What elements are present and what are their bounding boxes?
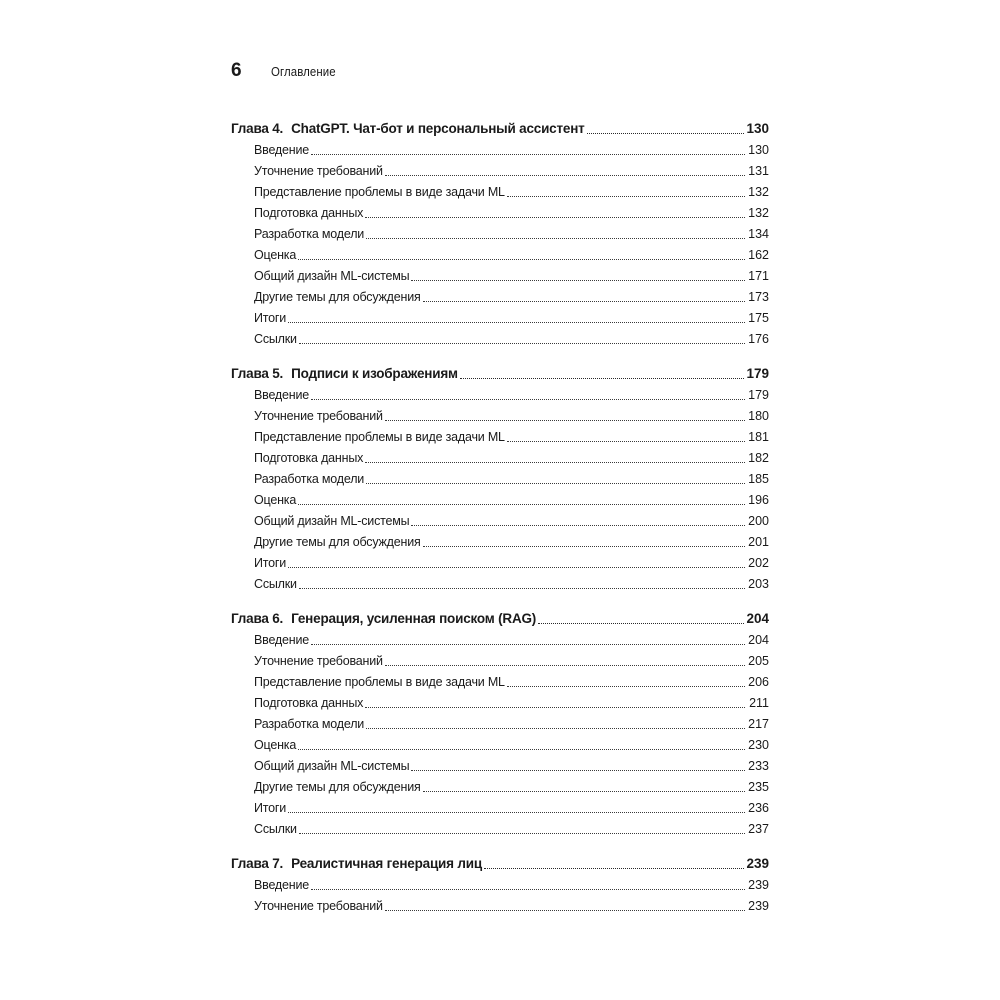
dot-leader xyxy=(385,909,745,911)
entry-page-number: 211 xyxy=(749,696,769,710)
toc-entry[interactable] xyxy=(231,630,769,651)
chapter-5 xyxy=(231,363,769,595)
dot-leader xyxy=(365,216,745,218)
chapter-page-number: 204 xyxy=(746,611,769,626)
entry-title: Общий дизайн ML-системы xyxy=(254,759,410,773)
entry-title: Другие темы для обсуждения xyxy=(254,290,421,304)
entry-title: Ссылки xyxy=(254,577,297,591)
entry-page-number: 204 xyxy=(748,633,769,647)
toc-entry[interactable] xyxy=(231,203,769,224)
entry-page-number: 171 xyxy=(748,269,769,283)
dot-leader xyxy=(460,377,745,379)
dot-leader xyxy=(366,727,745,729)
entry-page-number: 134 xyxy=(748,227,769,241)
entry-page-number: 239 xyxy=(748,878,769,892)
chapter-label: Глава 6. xyxy=(231,611,284,626)
toc-entry[interactable] xyxy=(231,756,769,777)
entry-page-number: 202 xyxy=(748,556,769,570)
dot-leader xyxy=(366,482,745,484)
entry-title: Разработка модели xyxy=(254,472,365,486)
toc-entry[interactable] xyxy=(231,287,769,308)
entry-title: Представление проблемы в виде задачи ML xyxy=(254,430,505,444)
entry-title: Ссылки xyxy=(254,332,297,346)
dot-leader xyxy=(411,279,745,281)
dot-leader xyxy=(298,748,745,750)
dot-leader xyxy=(298,258,745,260)
entry-title: Введение xyxy=(254,388,309,402)
entry-page-number: 206 xyxy=(748,675,769,689)
dot-leader xyxy=(288,321,745,323)
running-title: Оглавление xyxy=(271,64,336,79)
entry-page-number: 162 xyxy=(748,248,769,262)
toc-entry[interactable] xyxy=(231,182,769,203)
entry-title: Ссылки xyxy=(254,822,297,836)
chapter-page-number: 179 xyxy=(746,366,769,381)
toc-entry[interactable] xyxy=(231,777,769,798)
entry-page-number: 236 xyxy=(748,801,769,815)
toc-entry[interactable] xyxy=(231,735,769,756)
chapter-heading[interactable] xyxy=(231,608,769,630)
dot-leader xyxy=(299,342,745,344)
chapter-7 xyxy=(231,853,769,917)
chapter-heading[interactable] xyxy=(231,363,769,385)
dot-leader xyxy=(365,461,745,463)
page-header xyxy=(231,60,344,88)
dot-leader xyxy=(423,790,745,792)
toc-entry[interactable] xyxy=(231,672,769,693)
entry-page-number: 130 xyxy=(748,143,769,157)
toc-entry[interactable] xyxy=(231,161,769,182)
entry-title: Подготовка данных xyxy=(254,206,364,220)
entry-page-number: 235 xyxy=(748,780,769,794)
toc-entry[interactable] xyxy=(231,406,769,427)
chapter-label: Глава 7. xyxy=(231,856,284,871)
chapter-title xyxy=(231,853,482,875)
entry-title: Уточнение требований xyxy=(254,899,383,913)
entry-page-number: 132 xyxy=(748,206,769,220)
chapter-title xyxy=(231,118,585,140)
entry-title: Оценка xyxy=(254,248,297,262)
toc-entry[interactable] xyxy=(231,714,769,735)
entry-title: Итоги xyxy=(254,311,287,325)
toc-entry[interactable] xyxy=(231,266,769,287)
entry-page-number: 203 xyxy=(748,577,769,591)
chapter-4 xyxy=(231,118,769,350)
toc-entry[interactable] xyxy=(231,532,769,553)
chapter-6 xyxy=(231,608,769,840)
dot-leader xyxy=(484,867,745,869)
chapter-heading[interactable] xyxy=(231,853,769,875)
dot-leader xyxy=(288,566,745,568)
dot-leader xyxy=(366,237,745,239)
entry-page-number: 182 xyxy=(748,451,769,465)
chapter-label: Глава 4. xyxy=(231,121,284,136)
toc-entry[interactable] xyxy=(231,553,769,574)
dot-leader xyxy=(385,174,745,176)
page-number: 6 xyxy=(231,60,242,81)
entry-page-number: 185 xyxy=(748,472,769,486)
dot-leader xyxy=(385,419,745,421)
toc-entry[interactable] xyxy=(231,385,769,406)
entry-title: Разработка модели xyxy=(254,227,365,241)
entry-page-number: 205 xyxy=(748,654,769,668)
entry-page-number: 239 xyxy=(748,899,769,913)
dot-leader xyxy=(311,643,745,645)
dot-leader xyxy=(365,706,745,708)
dot-leader xyxy=(411,769,745,771)
toc-entry[interactable] xyxy=(231,875,769,896)
dot-leader xyxy=(538,622,744,624)
entry-page-number: 233 xyxy=(748,759,769,773)
entry-page-number: 237 xyxy=(748,822,769,836)
chapter-label: Глава 5. xyxy=(231,366,284,381)
dot-leader xyxy=(587,132,745,134)
chapter-title xyxy=(231,363,458,385)
entry-page-number: 181 xyxy=(748,430,769,444)
entry-title: Другие темы для обсуждения xyxy=(254,780,421,794)
entry-title: Представление проблемы в виде задачи ML xyxy=(254,675,505,689)
chapter-heading[interactable] xyxy=(231,118,769,140)
entry-title: Введение xyxy=(254,633,309,647)
dot-leader xyxy=(311,888,745,890)
entry-title: Итоги xyxy=(254,556,287,570)
entry-page-number: 217 xyxy=(748,717,769,731)
toc-entry[interactable] xyxy=(231,140,769,161)
dot-leader xyxy=(311,153,745,155)
dot-leader xyxy=(299,832,745,834)
toc-entry[interactable] xyxy=(231,798,769,819)
chapter-title xyxy=(231,608,536,630)
entry-title: Уточнение требований xyxy=(254,409,383,423)
entry-page-number: 132 xyxy=(748,185,769,199)
entry-title: Разработка модели xyxy=(254,717,365,731)
dot-leader xyxy=(423,300,745,302)
entry-page-number: 201 xyxy=(748,535,769,549)
entry-title: Подготовка данных xyxy=(254,696,364,710)
entry-title: Другие темы для обсуждения xyxy=(254,535,421,549)
entry-page-number: 175 xyxy=(748,311,769,325)
dot-leader xyxy=(507,195,745,197)
entry-page-number: 180 xyxy=(748,409,769,423)
entry-page-number: 230 xyxy=(748,738,769,752)
toc-entry[interactable] xyxy=(231,574,769,595)
dot-leader xyxy=(311,398,745,400)
dot-leader xyxy=(507,440,745,442)
toc-entry[interactable] xyxy=(231,511,769,532)
entry-page-number: 176 xyxy=(748,332,769,346)
entry-title: Общий дизайн ML-системы xyxy=(254,514,410,528)
toc-entry[interactable] xyxy=(231,651,769,672)
entry-page-number: 179 xyxy=(748,388,769,402)
toc-entry[interactable] xyxy=(231,448,769,469)
toc-entry[interactable] xyxy=(231,329,769,350)
toc-entry[interactable] xyxy=(231,427,769,448)
entry-title: Итоги xyxy=(254,801,287,815)
entry-title: Уточнение требований xyxy=(254,654,383,668)
entry-title: Представление проблемы в виде задачи ML xyxy=(254,185,505,199)
toc-entry[interactable] xyxy=(231,224,769,245)
chapter-page-number: 130 xyxy=(746,121,769,136)
dot-leader xyxy=(423,545,745,547)
entry-title: Введение xyxy=(254,878,309,892)
dot-leader xyxy=(298,503,745,505)
dot-leader xyxy=(288,811,745,813)
entry-title: Оценка xyxy=(254,493,297,507)
toc-entry[interactable] xyxy=(231,896,769,917)
chapter-name: ChatGPT. Чат-бот и персональный ассистент xyxy=(291,121,585,136)
entry-page-number: 196 xyxy=(748,493,769,507)
dot-leader xyxy=(411,524,745,526)
dot-leader xyxy=(507,685,745,687)
chapter-page-number: 239 xyxy=(746,856,769,871)
chapter-name: Реалистичная генерация лиц xyxy=(291,856,482,871)
entry-title: Введение xyxy=(254,143,309,157)
toc-entry[interactable] xyxy=(231,819,769,840)
chapter-name: Генерация, усиленная поиском (RAG) xyxy=(291,611,537,626)
entry-title: Уточнение требований xyxy=(254,164,383,178)
toc-entry[interactable] xyxy=(231,469,769,490)
entry-page-number: 131 xyxy=(748,164,769,178)
toc-entry[interactable] xyxy=(231,245,769,266)
toc-entry[interactable] xyxy=(231,693,769,714)
table-of-contents xyxy=(231,118,769,917)
toc-entry[interactable] xyxy=(231,308,769,329)
entry-page-number: 173 xyxy=(748,290,769,304)
chapter-name: Подписи к изображениям xyxy=(291,366,458,381)
dot-leader xyxy=(299,587,745,589)
entry-title: Подготовка данных xyxy=(254,451,364,465)
entry-title: Общий дизайн ML-системы xyxy=(254,269,410,283)
toc-entry[interactable] xyxy=(231,490,769,511)
dot-leader xyxy=(385,664,745,666)
entry-page-number: 200 xyxy=(748,514,769,528)
entry-title: Оценка xyxy=(254,738,297,752)
